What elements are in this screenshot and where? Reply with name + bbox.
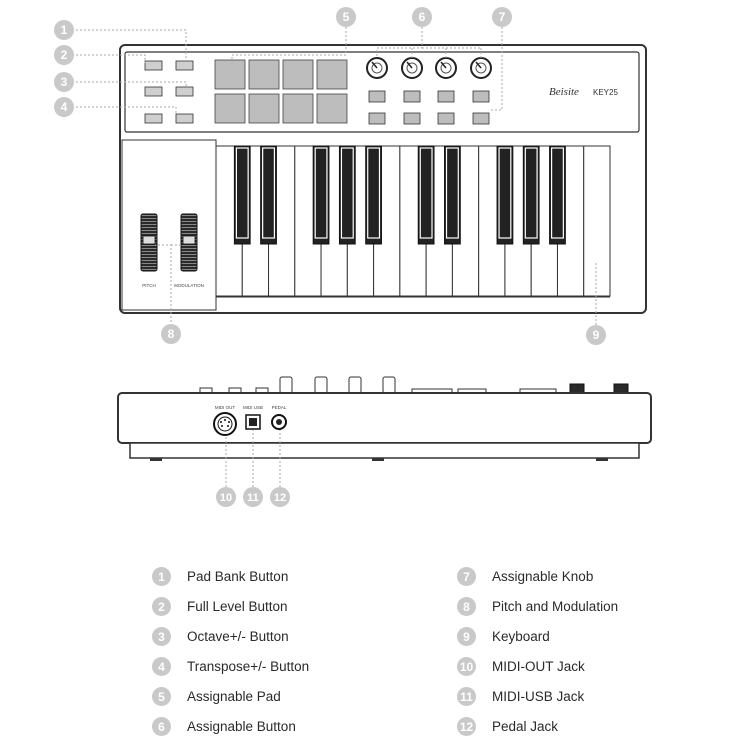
assignable-button[interactable] (438, 113, 454, 124)
keyboard (216, 146, 610, 297)
rear-view (118, 377, 651, 461)
full-level-button[interactable] (145, 87, 162, 96)
white-key[interactable] (584, 146, 610, 296)
callout-12 (270, 487, 290, 507)
callout-3 (54, 72, 74, 92)
assignable-pad[interactable] (283, 60, 313, 89)
transpose-minus-button[interactable] (145, 114, 162, 123)
legend-label: Keyboard (492, 629, 550, 644)
callout-10 (216, 487, 236, 507)
pad-bank-button-2[interactable] (176, 61, 193, 70)
legend-label: Pedal Jack (492, 719, 559, 734)
callout-8 (161, 324, 181, 344)
model-name: KEY25 (593, 88, 618, 97)
midi-out-label: MIDI OUT (214, 405, 236, 410)
legend-number: 10 (457, 657, 476, 676)
legend-number: 3 (152, 627, 171, 646)
legend-number: 12 (457, 717, 476, 736)
pad-bank-button[interactable] (145, 61, 162, 70)
assignable-knob[interactable] (402, 58, 422, 78)
svg-text:10: 10 (219, 492, 233, 504)
rear-body (118, 393, 651, 443)
svg-text:6: 6 (418, 10, 426, 24)
callout-7 (492, 7, 512, 27)
assignable-pad[interactable] (249, 60, 279, 89)
callout-6 (412, 7, 432, 27)
rear-top-silhouette (200, 377, 628, 393)
pedal-jack[interactable] (272, 415, 286, 429)
assignable-pad[interactable] (249, 94, 279, 123)
assignable-pad[interactable] (215, 60, 245, 89)
assignable-pad[interactable] (215, 94, 245, 123)
callout-11 (243, 487, 263, 507)
legend-number: 8 (457, 597, 476, 616)
assignable-button[interactable] (473, 113, 489, 124)
pitch-label: PITCH (142, 283, 156, 288)
legend-number: 4 (152, 657, 171, 676)
svg-text:12: 12 (273, 492, 287, 504)
legend-label: Assignable Pad (187, 689, 281, 704)
svg-text:8: 8 (167, 327, 175, 341)
assignable-pad[interactable] (317, 94, 347, 123)
assignable-knob[interactable] (367, 58, 387, 78)
assignable-pad[interactable] (283, 94, 313, 123)
legend-label: Pitch and Modulation (492, 599, 619, 614)
assignable-button[interactable] (438, 91, 454, 102)
callout-9 (586, 325, 606, 345)
svg-text:1: 1 (60, 23, 68, 37)
legend-number: 9 (457, 627, 476, 646)
svg-text:5: 5 (342, 10, 350, 24)
transpose-plus-button[interactable] (176, 114, 193, 123)
assignable-pad[interactable] (317, 60, 347, 89)
modulation-wheel[interactable] (181, 214, 197, 271)
assignable-button[interactable] (473, 91, 489, 102)
callout-4 (54, 97, 74, 117)
rear-foot (596, 458, 608, 461)
svg-text:7: 7 (498, 10, 506, 24)
legend-number: 7 (457, 567, 476, 586)
legend-label: Transpose+/- Button (187, 659, 310, 674)
callout-5 (336, 7, 356, 27)
svg-text:2: 2 (60, 48, 68, 62)
assignable-button[interactable] (369, 91, 385, 102)
legend-label: Full Level Button (187, 599, 288, 614)
legend-label: Assignable Knob (492, 569, 594, 584)
pitch-wheel[interactable] (141, 214, 157, 271)
svg-text:9: 9 (592, 328, 600, 342)
callout-1 (54, 20, 74, 40)
midi-out-jack[interactable] (214, 413, 236, 435)
midi-usb-jack[interactable] (246, 415, 260, 429)
top-view (120, 45, 646, 313)
assignable-button[interactable] (369, 113, 385, 124)
modulation-label: MODULATION (174, 283, 204, 288)
svg-text:11: 11 (247, 492, 259, 504)
legend-number: 1 (152, 567, 171, 586)
legend-label: Pad Bank Button (187, 569, 289, 584)
rear-base (130, 443, 639, 458)
svg-text:3: 3 (60, 75, 68, 89)
legend-label: Octave+/- Button (187, 629, 289, 644)
legend-number: 5 (152, 687, 171, 706)
legend-number: 11 (457, 687, 476, 706)
svg-text:4: 4 (60, 100, 68, 114)
legend-number: 6 (152, 717, 171, 736)
callout-2 (54, 45, 74, 65)
brand-logo: Beisite (549, 86, 579, 98)
legend-label: MIDI-USB Jack (492, 689, 585, 704)
rear-foot (150, 458, 162, 461)
rear-foot (372, 458, 384, 461)
octave-button[interactable] (176, 87, 193, 96)
assignable-knob[interactable] (471, 58, 491, 78)
legend-label: MIDI-OUT Jack (492, 659, 585, 674)
legend-label: Assignable Button (187, 719, 296, 734)
assignable-knob[interactable] (436, 58, 456, 78)
legend-number: 2 (152, 597, 171, 616)
pedal-label: PEDAL (271, 405, 287, 410)
assignable-button[interactable] (404, 91, 420, 102)
midi-usb-label: MIDI USB (242, 405, 264, 410)
assignable-button[interactable] (404, 113, 420, 124)
